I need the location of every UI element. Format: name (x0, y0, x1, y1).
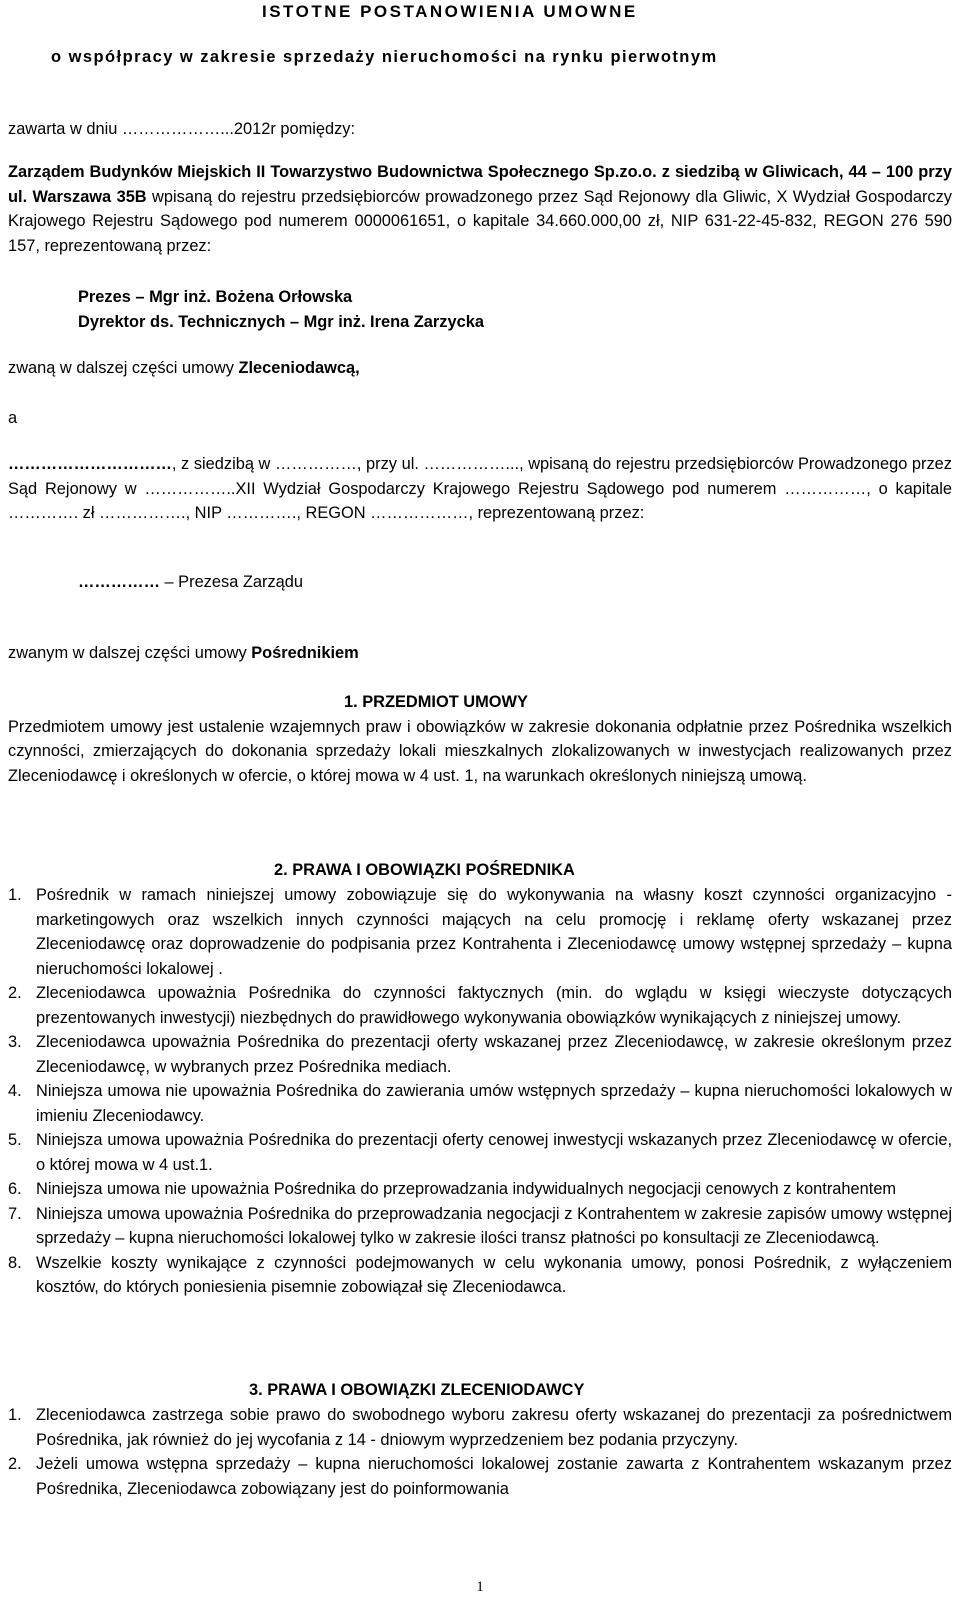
list-item (8, 1202, 952, 1251)
list-item (8, 1128, 952, 1177)
zleceniodawca-definition (8, 356, 952, 381)
list-item (8, 1403, 952, 1452)
document-title: ISTOTNE POSTANOWIENIA UMOWNE (262, 2, 638, 21)
conjunction-a: a (8, 409, 18, 427)
list-item-text: Niniejsza umowa upoważnia Pośrednika do prezentacji oferty cenowej inwestycji wskazanych przez Zleceniodawcę w ofercie, o której mowa w 4 ust.1. (36, 1131, 952, 1174)
party2-rep-role: – Prezesa Zarządu (159, 573, 303, 591)
list-item (8, 1251, 952, 1300)
list-item-text: Wszelkie koszty wynikające z czynności podejmowanych w celu wykonania umowy, ponosi Pośrednik, z wyłączeniem kosztów, do których poniesienia pisemnie zobowiązał się Zleceniodawca. (36, 1253, 952, 1296)
posrednik-definition (8, 641, 952, 666)
contract-date-line: zawarta w dniu ………………...2012r pomiędzy: (8, 120, 356, 138)
representative-2: Dyrektor ds. Technicznych – Mgr inż. Irena Zarzycka (78, 313, 484, 331)
list-item-number: 2. (8, 1455, 22, 1473)
list-item-number: 7. (8, 1204, 22, 1223)
page-number: 1 (476, 1579, 484, 1595)
representative-1: Prezes – Mgr inż. Bożena Orłowska (78, 288, 353, 306)
zleceniodawca-label: Zleceniodawcą, (238, 359, 360, 377)
posrednik-label: Pośrednikiem (251, 644, 359, 662)
list-item (8, 883, 952, 981)
list-item (8, 1079, 952, 1128)
list-item-number: 8. (8, 1253, 22, 1272)
list-item-text: Zleceniodawca upoważnia Pośrednika do czynności faktycznych (min. do wglądu w księgi wieczyste dotyczących prezentowanych inwestycji) niezbędnych do prawidłowego wykonywania obowiązków wynikających z niniejszej umowy. (36, 984, 952, 1027)
list-item (8, 1030, 952, 1079)
list-item-text: Zleceniodawca zastrzega sobie prawo do swobodnego wyboru zakresu oferty wskazanej do prezentacji za pośrednictwem Pośrednika, jak również do jej wycofania z 14 - dniowym wyprzedzeniem bez podania przyczyny. (36, 1406, 952, 1449)
list-item-number: 6. (8, 1180, 22, 1198)
party1-name: Zarządem Budynków Miejskich II Towarzystwo Budownictwa Społecznego Sp.zo.o. z siedzibą w Gliwicach, 44 – 100 przy ul. Warszawa 35B (8, 163, 952, 206)
party2-representative (8, 570, 960, 595)
list-item-text: Zleceniodawca upoważnia Pośrednika do prezentacji oferty wskazanej przez Zleceniodawcę, w zakresie określonym przez Zleceniodawcę, w wybranych przez Pośrednika mediach. (36, 1033, 952, 1076)
list-item-text: Niniejsza umowa upoważnia Pośrednika do przeprowadzania negocjacji z Kontrahentem w zakresie zapisów umowy wstępnej sprzedaży – kupna nieruchomości lokalowej tylko w zakresie ilości transz płatności po konsultacji ze Zleceniodawcą. (36, 1204, 952, 1247)
list-item-number: 2. (8, 984, 22, 1002)
party2-name-placeholder: ………………………… (8, 455, 172, 473)
party2-details: , z siedzibą w ……………, przy ul. ……………..., wpisaną do rejestru przedsiębiorców Prowadzonego przez Sąd Rejonowy w ……………..XII Wydział Gospodarczy Krajowego Rejestru Sądowego pod numerem ……………, o kapitale …………. zł ……………., NIP …………., REGON ………………, reprezentowaną przez: (8, 455, 952, 522)
party1-paragraph (8, 160, 952, 258)
list-item-text: Niniejsza umowa nie upoważnia Pośrednika do zawierania umów wstępnych sprzedaży – kupna nieruchomości lokalowych w imieniu Zleceniodawcy. (36, 1082, 952, 1125)
list-item-number: 5. (8, 1131, 22, 1149)
list-item (8, 981, 952, 1030)
zleceniodawca-prefix: zwaną w dalszej części umowy (8, 359, 239, 377)
list-item-number: 1. (8, 1406, 22, 1424)
list-item-text: Jeżeli umowa wstępna sprzedaży – kupna nieruchomości lokalowej zostanie zawarta z Kontrahentem wskazanym przez Pośrednika, Zleceniodawca zobowiązany jest do poinformowania (36, 1455, 952, 1498)
list-item (8, 1452, 952, 1501)
posrednik-prefix: zwanym w dalszej części umowy (8, 644, 252, 662)
party2-paragraph (8, 452, 952, 526)
section-3-heading: 3. PRAWA I OBOWIĄZKI ZLECENIODAWCY (249, 1381, 585, 1399)
section-2-list (8, 883, 952, 1300)
list-item-text: Niniejsza umowa nie upoważnia Pośrednika do przeprowadzania indywidualnych negocjacji cenowych z kontrahentem (36, 1180, 897, 1198)
section-3-list (8, 1403, 952, 1501)
party1-details: wpisaną do rejestru przedsiębiorców prowadzonego przez Sąd Rejonowy dla Gliwic, X Wydział Gospodarczy Krajowego Rejestru Sądowego pod numerem 0000061651, o kapitale 34.660.000,00 zł, NIP 631-22-45-832, REGON 276 590 157, reprezentowaną przez: (8, 187, 952, 255)
section-1-heading: 1. PRZEDMIOT UMOWY (344, 693, 528, 711)
list-item-number: 3. (8, 1033, 22, 1051)
party2-rep-placeholder: …………… (78, 573, 160, 591)
list-item-number: 4. (8, 1082, 22, 1100)
document-subtitle: o współpracy w zakresie sprzedaży nieruchomości na rynku pierwotnym (51, 48, 718, 66)
section-2-heading: 2. PRAWA I OBOWIĄZKI POŚREDNIKA (274, 861, 575, 879)
list-item-text: Pośrednik w ramach niniejszej umowy zobowiązuje się do wykonywania na własny koszt czynności organizacyjno - marketingowych oraz wszelkich innych czynności mających na celu promocję i reklamę oferty wskazanej przez Zleceniodawcę oraz doprowadzenie do podpisania przez Kontrahenta i Zleceniodawcę umowy wstępnej sprzedaży – kupna nieruchomości lokalowej . (36, 886, 952, 978)
list-item (8, 1177, 952, 1202)
list-item-number: 1. (8, 886, 22, 904)
section-1-text: Przedmiotem umowy jest ustalenie wzajemnych praw i obowiązków w zakresie dokonania odpłatnie przez Pośrednika wszelkich czynności, zmierzających do dokonania sprzedaży lokali mieszkalnych zlokalizowanych w inwestycjach realizowanych przez Zleceniodawcę i określonych w ofercie, o której mowa w 4 ust. 1, na warunkach określonych niniejszą umową. (8, 718, 952, 785)
